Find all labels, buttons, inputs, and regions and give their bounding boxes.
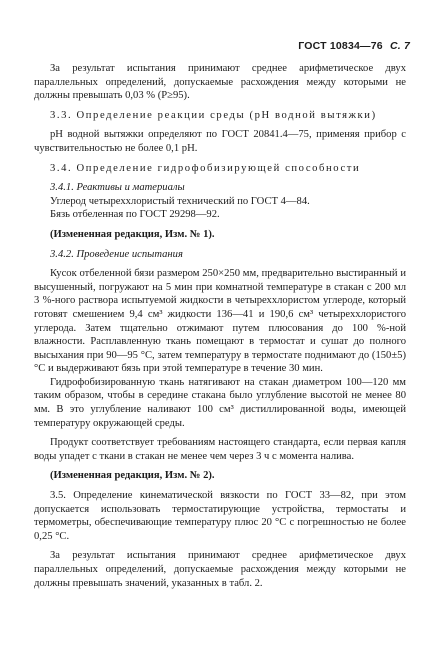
section-3-5-paragraph: 3.5. Определение кинематической вязкости по ГОСТ 33—82, при этом допускается использовать термостатирующие устройства, термостаты и термометры, обеспечивающие температуру плюс 20 °C с погрешностью не более 0,25 °C. — [34, 490, 406, 542]
section-3-4-2-title: 3.4.2. Проведение испытания — [50, 248, 183, 260]
paragraph-hydrophobic: Гидрофобизированную ткань натягивают на стакан диаметром 100—120 мм таким образом, чтобы в середине стакана было углубление высотой не менее 80 мм. В это углубление наливают 100 см³ дистиллированной воды, имеющей температуру окружающей среды. — [34, 376, 406, 429]
standard-number: ГОСТ 10834—76 — [298, 40, 383, 52]
paragraph-result-1: За результат испытания принимают среднее арифметическое двух параллельных определений, допускаемые расхождения между которыми не должны превышать 0,03 % (P≥95). — [34, 63, 406, 102]
reagent-item-2: Бязь отбеленная по ГОСТ 29298—92. — [50, 209, 220, 221]
edit-note-1: (Измененная редакция, Изм. № 1). — [50, 228, 215, 240]
page-header — [298, 40, 410, 52]
page-number: С. 7 — [389, 40, 410, 52]
document-body — [34, 62, 406, 590]
paragraph-ph: рН водной вытяжки определяют по ГОСТ 20841.4—75, применяя прибор с чувствительностью не более 0,1 рН. — [34, 129, 406, 154]
edit-note-2: (Измененная редакция, Изм. № 2). — [50, 470, 215, 482]
section-3-4-1-title: 3.4.1. Реактивы и материалы — [50, 182, 185, 194]
reagent-item-1: Углерод четыреххлористый технический по ГОСТ 4—84. — [50, 195, 310, 207]
paragraph-procedure: Кусок отбеленной бязи размером 250×250 мм, предварительно выстиранный и высушенный, погружают на 5 мин при комнатной температуре в стакан с 200 мл 3 %-ного раствора испытуемой жидкости в четыреххлористом углероде, который готовят смешением 9,4 см³ жидкости 136—41 и 190,6 см³ четыреххлористого углерода. Затем тщательно отжимают путем плюсования до 100 %-ной влажности. Расплавленную ткань помещают в термостат и сушат до полного высыхания при 90—95 °C, затем температуру в термостате поднимают до (150±5) °C и выдерживают бязь при этой температуре в течение 30 мин. — [34, 268, 406, 375]
paragraph-result-2: За результат испытания принимают среднее арифметическое двух параллельных определений, допускаемые расхождения между которыми не должны превышать значений, указанных в табл. 2. — [34, 550, 406, 589]
paragraph-compliance: Продукт соответствует требованиям настоящего стандарта, если первая капля воды упадет с ткани в стакан не менее чем через 3 ч с момента налива. — [34, 437, 406, 462]
section-3-3-title: 3.3. Определение реакции среды (рН водной вытяжки) — [50, 109, 377, 121]
section-3-4-title: 3.4. Определение гидрофобизирующей способности — [50, 162, 361, 174]
